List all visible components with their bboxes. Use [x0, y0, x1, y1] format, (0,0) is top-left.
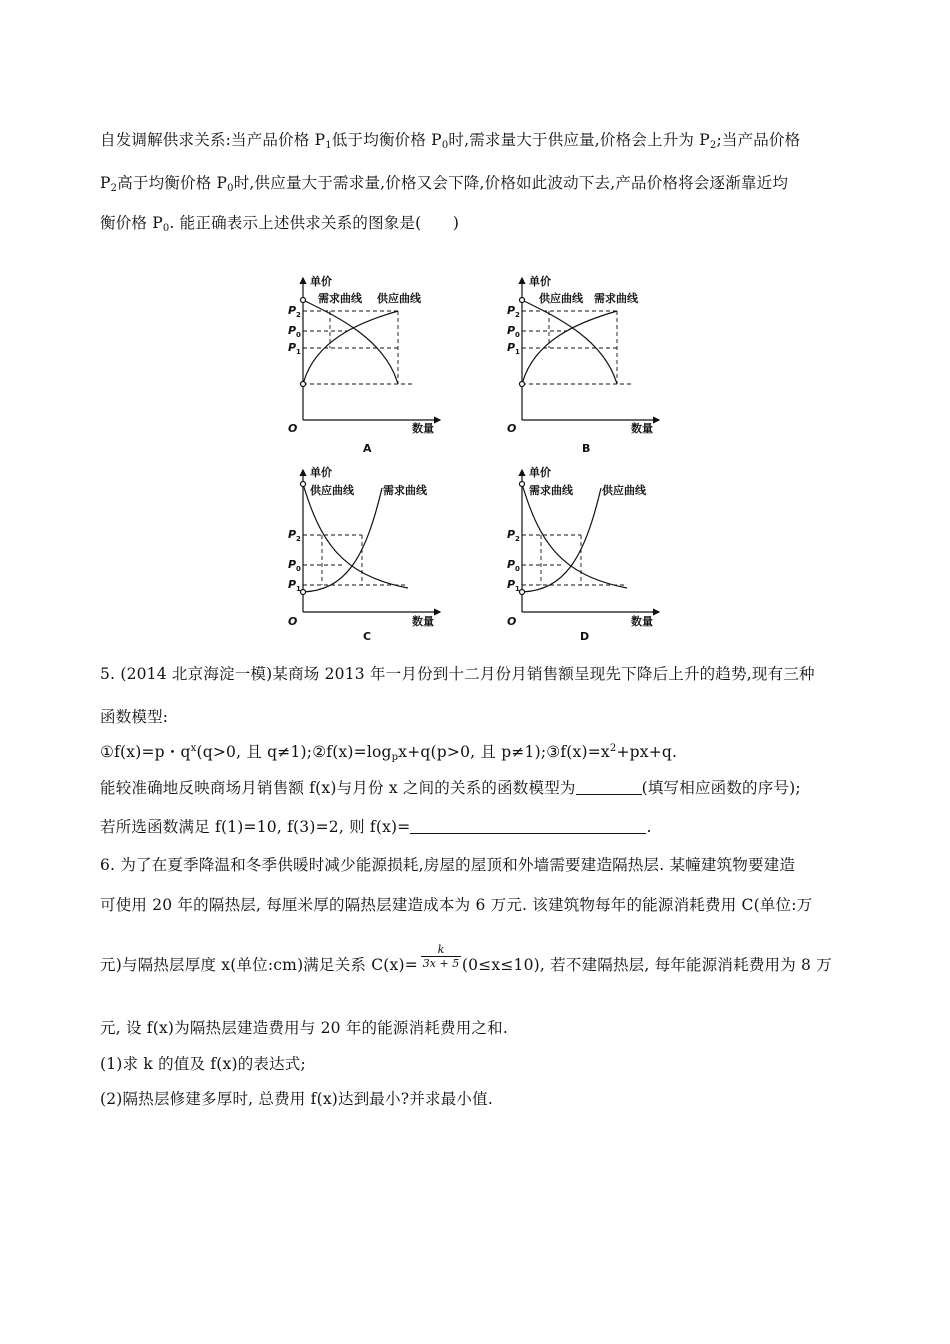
graph-a-right-curve-label: 供应曲线	[377, 292, 421, 305]
graph-c-origin: O	[288, 615, 298, 628]
graph-c-right-curve-label: 需求曲线	[383, 484, 427, 497]
fraction-k-over-3x5	[421, 943, 461, 970]
graph-a-x-label: 数量	[412, 422, 434, 435]
graph-d-p2-sub: 2	[515, 535, 520, 543]
graph-a-left-curve-label: 需求曲线	[318, 292, 362, 305]
graph-a-y-label: 单价	[310, 275, 332, 288]
graph-c-x-label: 数量	[412, 615, 434, 628]
graph-a-p0-sub: 0	[296, 331, 301, 339]
graph-a-demand-curve	[303, 300, 398, 384]
graph-d-y-label: 单价	[529, 466, 551, 479]
graph-b-p0: P	[507, 324, 516, 337]
problem4-line1: 自发调解供求关系:当产品价格 $P_1$低于均衡价格 $P_0$时,需求量大于供应量,价格会上升为 $P_2$;当产品价格	[100, 131, 801, 151]
graph-a-p1: P	[288, 341, 297, 354]
graph-b-caption: B	[582, 442, 591, 455]
graph-b-p1-sub: 1	[515, 348, 520, 356]
graph-c-left-curve-label: 供应曲线	[310, 484, 354, 497]
graph-b-p1: P	[507, 341, 516, 354]
problem6-line6: (2)隔热层修建多厚时, 总费用 f(x)达到最小?并求最小值.	[100, 1090, 493, 1108]
graph-c-p2-sub: 2	[296, 535, 301, 543]
problem5-line5: 若所选函数满足 f(1)=10, f(3)=2, 则 f(x)= .	[100, 818, 652, 836]
fraction-denominator: 3x + 5	[422, 957, 460, 970]
problem6-line2: 可使用 20 年的隔热层, 每厘米厚的隔热层建造成本为 6 万元. 该建筑物每年的能源消耗费用 C(单位:万	[100, 896, 813, 914]
graph-a-p0: P	[288, 324, 297, 337]
supply-demand-graphs	[0, 0, 950, 660]
graph-b-right-curve-label: 需求曲线	[594, 292, 638, 305]
graph-d-right-curve-label: 供应曲线	[602, 484, 646, 497]
graph-c-p0-sub: 0	[296, 565, 301, 573]
graph-d-left-curve-label: 需求曲线	[529, 484, 573, 497]
graph-c-caption: C	[363, 630, 372, 643]
graph-d-p0-sub: 0	[515, 565, 520, 573]
problem6-line4: 元, 设 f(x)为隔热层建造费用与 20 年的能源消耗费用之和.	[100, 1019, 508, 1037]
graph-d-p2: P	[507, 528, 516, 541]
graph-c-p0: P	[288, 558, 297, 571]
graph-d-demand-curve	[522, 484, 627, 588]
problem5-line2: 函数模型:	[100, 708, 169, 726]
graph-b-x-label: 数量	[631, 422, 653, 435]
graph-a-origin: O	[288, 422, 298, 435]
problem5-line3: ①f(x)=p・$q^x(q>0$, 且 $q\ne 1);②f(x)=\log_px+q(p>0$, 且 $p\ne 1);③f(x)=x^2+px+q$.	[100, 743, 678, 763]
graph-d-p1-sub: 1	[515, 585, 520, 593]
graph-a-p1-sub: 1	[296, 348, 301, 356]
graph-b-y-label: 单价	[529, 275, 551, 288]
graph-c-p2: P	[288, 528, 297, 541]
graph-a-supply-curve	[303, 311, 398, 384]
graph-c-y-label: 单价	[310, 466, 332, 479]
problem6-line5: (1)求 k 的值及 f(x)的表达式;	[100, 1055, 306, 1073]
problem5-line4: 能较准确地反映商场月销售额 f(x)与月份 x 之间的关系的函数模型为 (填写相应函数的序号);	[100, 779, 801, 797]
graph-b-left-curve-label: 供应曲线	[539, 292, 583, 305]
problem4-line3: 衡价格 $P_0$. 能正确表示上述供求关系的图象是( )	[100, 214, 460, 234]
graph-b-p2: P	[507, 304, 516, 317]
problem5-line1: 5. (2014 北京海淀一模)某商场 2013 年一月份到十二月份月销售额呈现先下降后上升的趋势,现有三种	[100, 665, 815, 683]
graph-a-p2: P	[288, 304, 297, 317]
answer-blank-model[interactable]	[576, 780, 642, 795]
problem6-line3: 元)与隔热层厚度 x(单位:cm)满足关系 C(x)= (0≤x≤10), 若不建隔热层, 每年能源消耗费用为 8 万	[100, 956, 832, 974]
graph-c-p1-sub: 1	[296, 585, 301, 593]
answer-blank-fx[interactable]	[410, 819, 646, 834]
graph-d-p1: P	[507, 578, 516, 591]
graph-b-p0-sub: 0	[515, 331, 520, 339]
graph-b-demand-curve	[522, 300, 617, 384]
graph-c-supply-curve	[303, 484, 408, 588]
graph-a-p2-sub: 2	[296, 311, 301, 319]
graph-d-x-label: 数量	[631, 615, 653, 628]
graph-b-origin: O	[507, 422, 517, 435]
problem6-line1: 6. 为了在夏季降温和冬季供暖时减少能源损耗,房屋的屋顶和外墙需要建造隔热层. 某幢建筑物要建造	[100, 856, 796, 874]
graph-a-caption: A	[363, 442, 372, 455]
graph-c-p1: P	[288, 578, 297, 591]
graph-d-p0: P	[507, 558, 516, 571]
graph-b-supply-curve	[522, 311, 617, 384]
graph-d-caption: D	[580, 630, 590, 643]
graph-b-p2-sub: 2	[515, 311, 520, 319]
graph-d-origin: O	[507, 615, 517, 628]
problem4-line2: $P_2$高于均衡价格 $P_0$时,供应量大于需求量,价格又会下降,价格如此波动下去,产品价格将会逐渐靠近均	[100, 174, 789, 194]
fraction-numerator: k	[437, 943, 445, 956]
